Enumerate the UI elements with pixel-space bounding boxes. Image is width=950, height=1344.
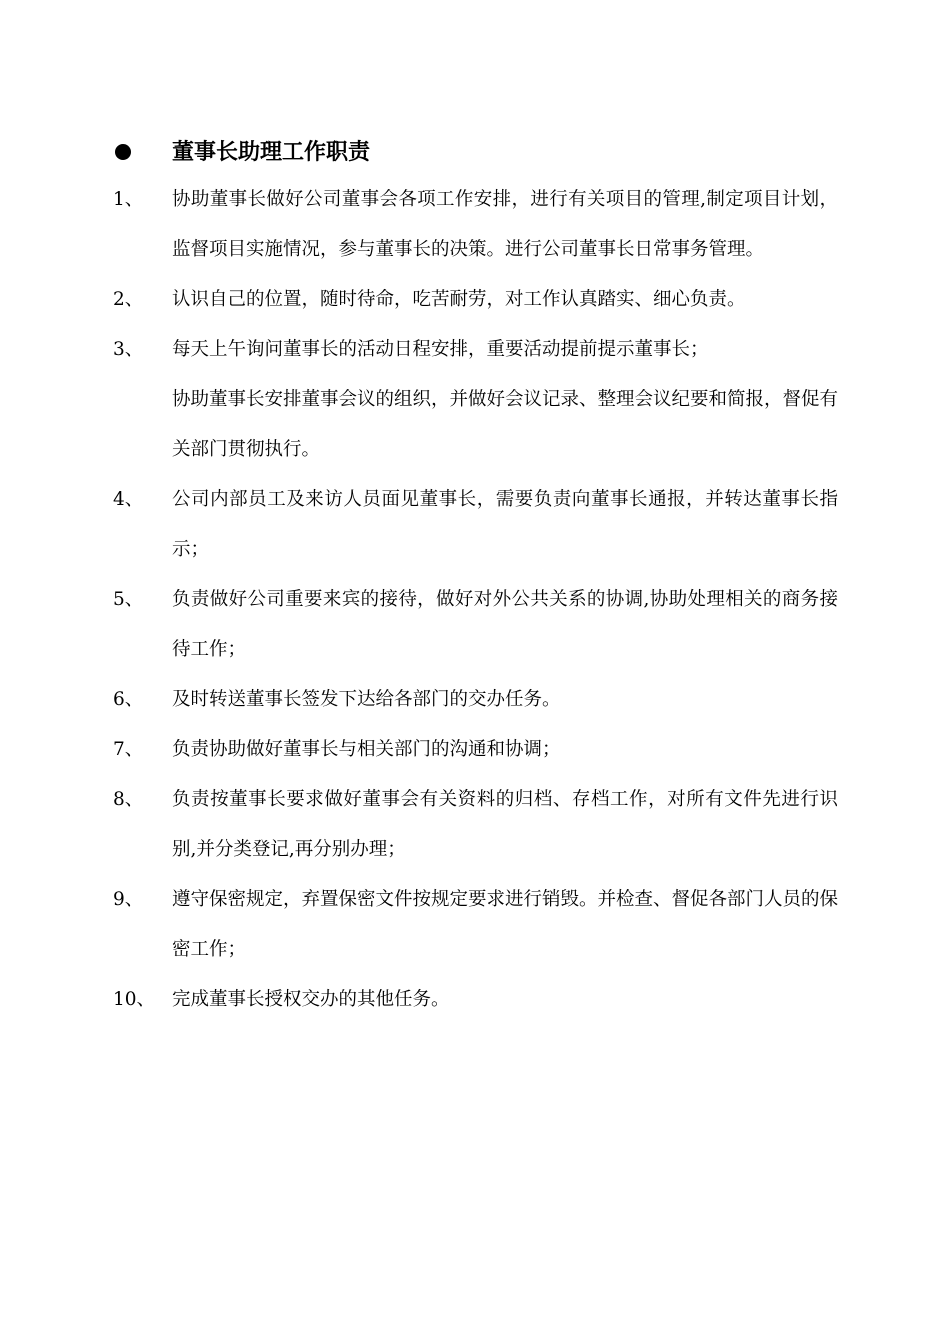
- item-number: 9、: [113, 889, 144, 910]
- item-number: 7、: [113, 739, 144, 760]
- item-text: 协助董事长做好公司董事会各项工作安排，进行有关项目的管理,制定项目计划，监督项目实施情况，参与董事长的决策。进行公司董事长日常事务管理。: [172, 189, 838, 260]
- item-number: 2、: [113, 289, 144, 310]
- item-text: 认识自己的位置，随时待命，吃苦耐劳，对工作认真踏实、细心负责。: [172, 289, 746, 310]
- section-heading: [113, 132, 843, 172]
- list-item: [113, 775, 838, 875]
- item-number: 8、: [113, 789, 144, 810]
- list-item: [113, 475, 838, 575]
- item-number: 3、: [113, 339, 144, 360]
- list-item: [113, 325, 838, 475]
- item-text: 遵守保密规定，弃置保密文件按规定要求进行销毁。并检查、督促各部门人员的保密工作；: [172, 889, 839, 960]
- list-item: [113, 675, 838, 725]
- list-item: [113, 575, 838, 675]
- item-number: 10、: [113, 989, 156, 1010]
- item-text: 负责按董事长要求做好董事会有关资料的归档、存档工作，对所有文件先进行识别,并分类登记,再分别办理；: [172, 789, 838, 860]
- item-text: 负责协助做好董事长与相关部门的沟通和协调；: [172, 739, 561, 760]
- page-title: 董事长助理工作职责: [172, 139, 371, 165]
- item-text: 负责做好公司重要来宾的接待，做好对外公共关系的协调,协助处理相关的商务接待工作；: [172, 589, 838, 660]
- list-item: [113, 975, 838, 1025]
- item-number: 4、: [113, 489, 144, 510]
- item-number: 1、: [113, 189, 144, 210]
- item-number: 6、: [113, 689, 144, 710]
- item-number: 5、: [113, 589, 144, 610]
- item-text: 及时转送董事长签发下达给各部门的交办任务。: [172, 689, 561, 710]
- list-item: [113, 275, 838, 325]
- list-item: [113, 725, 838, 775]
- list-item: [113, 875, 838, 975]
- item-text: 公司内部员工及来访人员面见董事长，需要负责向董事长通报，并转达董事长指示；: [172, 489, 838, 560]
- item-text-continued: 协助董事长安排董事会议的组织，并做好会议记录、整理会议纪要和简报，督促有关部门贯彻执行。: [172, 389, 839, 460]
- item-text: 每天上午询问董事长的活动日程安排，重要活动提前提示董事长；: [172, 339, 709, 360]
- list-item: [113, 175, 838, 275]
- bullet-icon: [115, 144, 131, 160]
- item-text: 完成董事长授权交办的其他任务。: [172, 989, 450, 1010]
- duty-list: [113, 175, 838, 1025]
